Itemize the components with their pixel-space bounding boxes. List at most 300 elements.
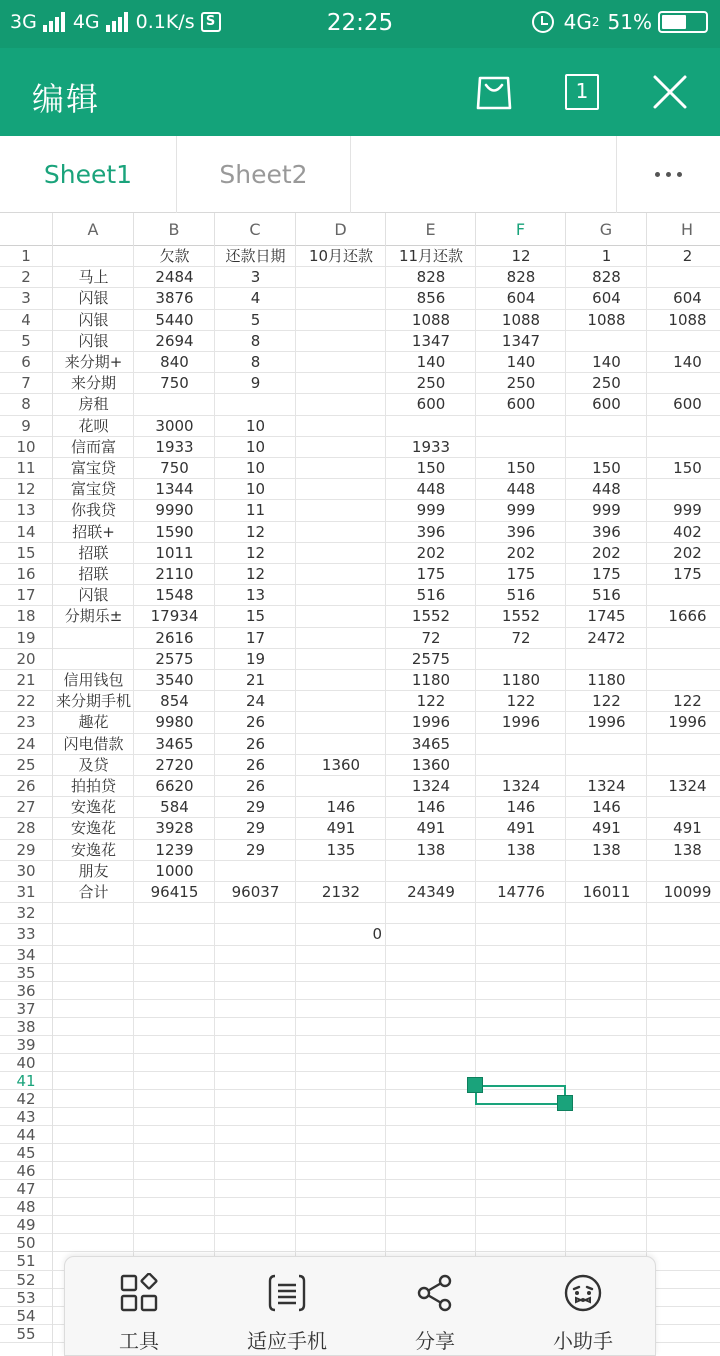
cell-b20[interactable]: 2575 — [155, 649, 194, 668]
cell-a24[interactable]: 闪电借款 — [63, 734, 124, 753]
spreadsheet-grid[interactable] — [0, 213, 720, 1356]
column-header-a[interactable]: A — [53, 213, 134, 246]
cell-c24[interactable]: 26 — [245, 734, 266, 753]
cell-e7[interactable]: 250 — [416, 374, 446, 393]
row-header-26[interactable]: 26 — [0, 776, 53, 797]
cell-c12[interactable]: 10 — [245, 480, 266, 499]
cell-f2[interactable]: 828 — [506, 268, 536, 287]
cell-c5[interactable]: 8 — [250, 331, 261, 350]
grid-hline — [0, 1197, 720, 1198]
page-count-icon[interactable] — [562, 72, 602, 112]
grid-hline — [0, 1107, 720, 1108]
grid-hline — [0, 1161, 720, 1162]
row-header-44[interactable]: 44 — [0, 1126, 53, 1144]
cell-e5[interactable]: 1347 — [411, 331, 451, 350]
column-header-d[interactable]: D — [296, 213, 386, 246]
tab-sheet1[interactable]: Sheet1 — [0, 136, 177, 213]
cell-f19[interactable]: 72 — [511, 628, 531, 647]
cell-a4[interactable]: 闪银 — [78, 310, 109, 329]
cell-a21[interactable]: 信用钱包 — [63, 671, 124, 689]
cell-a3[interactable]: 闪银 — [78, 289, 109, 308]
cell-a12[interactable]: 富宝贷 — [70, 480, 116, 499]
row-header-49[interactable]: 49 — [0, 1216, 53, 1234]
row-header-51[interactable]: 51 — [0, 1252, 53, 1270]
cell-d33[interactable]: 0 — [372, 925, 382, 944]
cell-f4[interactable]: 1088 — [501, 310, 541, 329]
cell-e28[interactable]: 491 — [416, 819, 446, 838]
cell-a18[interactable]: 分期乐± — [64, 607, 123, 626]
grid-hline — [0, 963, 720, 964]
cell-c18[interactable]: 15 — [245, 607, 266, 626]
cell-a30[interactable]: 朋友 — [78, 861, 109, 880]
row-header-11[interactable]: 11 — [0, 458, 53, 479]
row-header-9[interactable]: 9 — [0, 416, 53, 437]
cell-h18[interactable]: 1666 — [668, 607, 707, 626]
grid-hline — [0, 1053, 720, 1054]
corner-cell[interactable] — [0, 213, 53, 246]
cell-e19[interactable]: 72 — [421, 628, 441, 647]
cell-e15[interactable]: 202 — [416, 543, 446, 562]
cell-f14[interactable]: 396 — [506, 522, 536, 541]
row-header-21[interactable]: 21 — [0, 670, 53, 691]
cell-e24[interactable]: 3465 — [411, 734, 451, 753]
cell-b2[interactable]: 2484 — [155, 268, 194, 287]
cell-g31[interactable]: 16011 — [582, 883, 631, 901]
row-header-30[interactable]: 30 — [0, 861, 53, 882]
cell-f15[interactable]: 202 — [506, 543, 536, 562]
cell-g13[interactable]: 999 — [592, 501, 621, 520]
cell-g29[interactable]: 138 — [592, 840, 621, 859]
cell-f18[interactable]: 1552 — [501, 607, 541, 626]
cell-g1[interactable]: 1 — [601, 247, 612, 265]
cell-c21[interactable]: 21 — [245, 671, 266, 689]
cell-d29[interactable]: 135 — [326, 840, 356, 859]
fit-phone-label: 适应手机 — [247, 1329, 327, 1353]
cell-b21[interactable]: 3540 — [155, 671, 194, 689]
row-header-2[interactable]: 2 — [0, 267, 53, 288]
row-header-24[interactable]: 24 — [0, 734, 53, 755]
cell-a13[interactable]: 你我贷 — [70, 501, 116, 520]
cell-c27[interactable]: 29 — [245, 798, 266, 817]
cell-g27[interactable]: 146 — [592, 798, 621, 817]
assistant-label: 小助手 — [553, 1329, 613, 1353]
cell-h26[interactable]: 1324 — [668, 777, 707, 795]
cell-d28[interactable]: 491 — [326, 819, 356, 838]
row-header-52[interactable]: 52 — [0, 1271, 53, 1289]
cell-f5[interactable]: 1347 — [501, 331, 541, 350]
row-header-31[interactable]: 31 — [0, 882, 53, 903]
row-header-50[interactable]: 50 — [0, 1234, 53, 1252]
cell-e8[interactable]: 600 — [416, 395, 446, 414]
cell-a22[interactable]: 来分期手机 — [55, 692, 131, 711]
grid-hline — [0, 1143, 720, 1144]
row-header-43[interactable]: 43 — [0, 1108, 53, 1126]
grid-hline — [0, 1071, 720, 1072]
cell-b15[interactable]: 1011 — [155, 543, 194, 562]
cell-f22[interactable]: 122 — [506, 692, 536, 711]
cell-f21[interactable]: 1180 — [501, 671, 541, 689]
row-header-22[interactable]: 22 — [0, 691, 53, 712]
cell-c1[interactable]: 还款日期 — [225, 247, 286, 265]
row-header-5[interactable]: 5 — [0, 331, 53, 352]
cell-e4[interactable]: 1088 — [411, 310, 451, 329]
cell-c13[interactable]: 11 — [245, 501, 266, 520]
cell-a23[interactable]: 趣花 — [78, 713, 109, 732]
tools-label: 工具 — [119, 1329, 159, 1353]
row-header-54[interactable]: 54 — [0, 1307, 53, 1325]
cell-b6[interactable]: 840 — [160, 353, 189, 371]
cell-f11[interactable]: 150 — [506, 459, 536, 477]
cell-selection[interactable] — [475, 1085, 566, 1105]
cell-f29[interactable]: 138 — [506, 840, 536, 859]
network-label-1: 3G — [10, 11, 37, 33]
cell-b24[interactable]: 3465 — [155, 734, 194, 753]
share-button[interactable] — [361, 1257, 509, 1356]
selection-handle-end[interactable] — [557, 1095, 573, 1111]
cell-a15[interactable]: 招联 — [78, 543, 109, 562]
cell-b16[interactable]: 2110 — [155, 565, 194, 583]
cell-a31[interactable]: 合计 — [78, 883, 109, 901]
row-header-12[interactable]: 12 — [0, 479, 53, 500]
cell-c29[interactable]: 29 — [245, 840, 266, 859]
cell-f27[interactable]: 146 — [506, 798, 536, 817]
cell-b17[interactable]: 1548 — [155, 586, 194, 605]
cell-c17[interactable]: 13 — [245, 586, 266, 605]
battery-percent: 51% — [607, 10, 652, 34]
cell-b31[interactable]: 96415 — [150, 883, 199, 901]
cell-g2[interactable]: 828 — [592, 268, 621, 287]
row-header-18[interactable]: 18 — [0, 606, 53, 627]
row-header-48[interactable]: 48 — [0, 1198, 53, 1216]
status-bar — [0, 0, 720, 48]
cell-a8[interactable]: 房租 — [78, 395, 109, 414]
cell-d25[interactable]: 1360 — [321, 755, 361, 774]
grid-hline — [0, 1251, 720, 1252]
cell-e6[interactable]: 140 — [416, 353, 446, 371]
row-header-1[interactable]: 1 — [0, 246, 53, 267]
cell-f31[interactable]: 14776 — [497, 883, 545, 901]
row-header-3[interactable]: 3 — [0, 288, 53, 309]
row-header-4[interactable]: 4 — [0, 310, 53, 331]
row-header-10[interactable]: 10 — [0, 437, 53, 458]
cell-d27[interactable]: 146 — [326, 798, 356, 817]
cell-e10[interactable]: 1933 — [411, 437, 451, 456]
cell-g15[interactable]: 202 — [592, 543, 621, 562]
cell-c6[interactable]: 8 — [250, 353, 261, 371]
row-header-37[interactable]: 37 — [0, 1000, 53, 1018]
cell-f16[interactable]: 175 — [506, 565, 536, 583]
row-header-55[interactable]: 55 — [0, 1325, 53, 1343]
cell-b3[interactable]: 3876 — [155, 289, 194, 308]
more-tabs-button[interactable] — [616, 136, 720, 213]
cell-g14[interactable]: 396 — [592, 522, 621, 541]
cell-g3[interactable]: 604 — [592, 289, 621, 308]
cell-e2[interactable]: 828 — [416, 268, 446, 287]
cell-b13[interactable]: 9990 — [155, 501, 194, 520]
cell-g16[interactable]: 175 — [592, 565, 621, 583]
cell-d31[interactable]: 2132 — [321, 883, 361, 901]
grid-hline — [0, 1035, 720, 1036]
cell-h11[interactable]: 150 — [673, 459, 702, 477]
row-header-17[interactable]: 17 — [0, 585, 53, 606]
cell-g17[interactable]: 516 — [592, 586, 621, 605]
column-header-g[interactable]: G — [566, 213, 647, 246]
cell-c26[interactable]: 26 — [245, 777, 266, 795]
cell-f12[interactable]: 448 — [506, 480, 536, 499]
cell-c2[interactable]: 3 — [250, 268, 261, 287]
column-header-f[interactable]: F — [476, 213, 566, 246]
row-header-14[interactable]: 14 — [0, 522, 53, 543]
network-speed: 0.1K/s — [135, 11, 195, 33]
cell-a9[interactable]: 花呗 — [78, 416, 109, 435]
cell-f3[interactable]: 604 — [506, 289, 536, 308]
cell-b11[interactable]: 750 — [160, 459, 189, 477]
cell-b9[interactable]: 3000 — [155, 416, 194, 435]
row-header-19[interactable]: 19 — [0, 628, 53, 649]
cell-c23[interactable]: 26 — [245, 713, 266, 732]
share-icon — [415, 1273, 455, 1313]
more-icon — [652, 172, 685, 177]
cell-a26[interactable]: 拍拍贷 — [70, 777, 116, 795]
cell-c22[interactable]: 24 — [245, 692, 266, 711]
grid-hline — [0, 1089, 720, 1090]
cell-f1[interactable]: 12 — [511, 247, 531, 265]
cell-h28[interactable]: 491 — [673, 819, 702, 838]
cell-b5[interactable]: 2694 — [155, 331, 194, 350]
cell-e31[interactable]: 24349 — [407, 883, 455, 901]
cell-f6[interactable]: 140 — [506, 353, 536, 371]
cell-d1[interactable]: 10月还款 — [308, 247, 374, 265]
network-label-2: 4G — [72, 11, 100, 33]
row-header-53[interactable]: 53 — [0, 1289, 53, 1307]
cell-g6[interactable]: 140 — [592, 353, 621, 371]
cell-e11[interactable]: 150 — [416, 459, 446, 477]
cell-b7[interactable]: 750 — [160, 374, 189, 393]
fit-phone-button[interactable] — [213, 1257, 361, 1356]
cell-b19[interactable]: 2616 — [155, 628, 194, 647]
cell-h22[interactable]: 122 — [673, 692, 702, 711]
cell-h6[interactable]: 140 — [673, 353, 702, 371]
column-header-e[interactable]: E — [386, 213, 476, 246]
cell-a5[interactable]: 闪银 — [78, 331, 109, 350]
cell-g21[interactable]: 1180 — [587, 671, 626, 689]
cell-e20[interactable]: 2575 — [411, 649, 451, 668]
row-header-28[interactable]: 28 — [0, 818, 53, 839]
cell-f8[interactable]: 600 — [506, 395, 536, 414]
row-header-32[interactable]: 32 — [0, 903, 53, 924]
cell-e21[interactable]: 1180 — [411, 671, 451, 689]
cell-g19[interactable]: 2472 — [587, 628, 626, 647]
cell-g12[interactable]: 448 — [592, 480, 621, 499]
cell-g23[interactable]: 1996 — [587, 713, 626, 732]
network-label-3-sub: 2 — [591, 15, 600, 29]
tab-sheet2[interactable]: Sheet2 — [177, 136, 351, 213]
cell-a6[interactable]: 来分期+ — [64, 353, 123, 371]
selection-handle-start[interactable] — [467, 1077, 483, 1093]
cell-a17[interactable]: 闪银 — [78, 586, 109, 605]
cell-a2[interactable]: 马上 — [78, 268, 109, 287]
cell-h16[interactable]: 175 — [673, 565, 702, 583]
row-header-36[interactable]: 36 — [0, 982, 53, 1000]
cell-c10[interactable]: 10 — [245, 437, 266, 456]
cell-g26[interactable]: 1324 — [587, 777, 626, 795]
assistant-button[interactable] — [509, 1257, 657, 1356]
grid-hline — [0, 1017, 720, 1018]
cell-c31[interactable]: 96037 — [231, 883, 280, 901]
cell-e13[interactable]: 999 — [416, 501, 446, 520]
cell-f7[interactable]: 250 — [506, 374, 536, 393]
row-header-46[interactable]: 46 — [0, 1162, 53, 1180]
cell-c28[interactable]: 29 — [245, 819, 266, 838]
row-header-13[interactable]: 13 — [0, 500, 53, 521]
cell-b30[interactable]: 1000 — [155, 861, 194, 880]
row-header-38[interactable]: 38 — [0, 1018, 53, 1036]
cell-h8[interactable]: 600 — [673, 395, 702, 414]
cell-e16[interactable]: 175 — [416, 565, 446, 583]
cell-a14[interactable]: 招联+ — [72, 522, 115, 541]
cell-e27[interactable]: 146 — [416, 798, 446, 817]
cell-e25[interactable]: 1360 — [411, 755, 451, 774]
cell-b28[interactable]: 3928 — [155, 819, 194, 838]
cell-g22[interactable]: 122 — [592, 692, 621, 711]
cell-h31[interactable]: 10099 — [663, 883, 712, 901]
cell-c7[interactable]: 9 — [250, 374, 261, 393]
cell-e22[interactable]: 122 — [416, 692, 446, 711]
cell-e14[interactable]: 396 — [416, 522, 446, 541]
cell-c9[interactable]: 10 — [245, 416, 266, 435]
cell-e12[interactable]: 448 — [416, 480, 446, 499]
cell-f23[interactable]: 1996 — [501, 713, 541, 732]
cell-g11[interactable]: 150 — [592, 459, 621, 477]
cell-e23[interactable]: 1996 — [411, 713, 451, 732]
row-header-41[interactable]: 41 — [0, 1072, 53, 1090]
app-bar — [0, 48, 720, 136]
cell-a16[interactable]: 招联 — [78, 565, 109, 583]
fit-phone-icon — [267, 1273, 307, 1313]
cell-b27[interactable]: 584 — [160, 798, 189, 817]
cell-h1[interactable]: 2 — [682, 247, 693, 265]
cell-c15[interactable]: 12 — [245, 543, 266, 562]
column-header-h[interactable]: H — [647, 213, 720, 246]
page-title: 编辑 — [32, 80, 101, 118]
column-header-c[interactable]: C — [215, 213, 296, 246]
bag-icon[interactable] — [474, 72, 514, 112]
cell-h23[interactable]: 1996 — [668, 713, 707, 732]
cell-b22[interactable]: 854 — [160, 692, 189, 711]
row-header-40[interactable]: 40 — [0, 1054, 53, 1072]
share-label: 分享 — [415, 1329, 455, 1353]
tools-button[interactable] — [65, 1257, 213, 1356]
cell-b14[interactable]: 1590 — [155, 522, 194, 541]
cell-e29[interactable]: 138 — [416, 840, 446, 859]
row-header-8[interactable]: 8 — [0, 394, 53, 415]
row-header-33[interactable]: 33 — [0, 924, 53, 945]
cell-b23[interactable]: 9980 — [155, 713, 194, 732]
cell-b18[interactable]: 17934 — [150, 607, 199, 626]
row-header-47[interactable]: 47 — [0, 1180, 53, 1198]
cell-c19[interactable]: 17 — [245, 628, 266, 647]
column-header-b[interactable]: B — [134, 213, 215, 246]
cell-c4[interactable]: 5 — [250, 310, 261, 329]
row-header-29[interactable]: 29 — [0, 840, 53, 861]
cell-b1[interactable]: 欠款 — [159, 247, 190, 265]
cell-g8[interactable]: 600 — [592, 395, 621, 414]
cell-g18[interactable]: 1745 — [587, 607, 626, 626]
clock: 22:25 — [326, 10, 394, 36]
cell-b10[interactable]: 1933 — [155, 437, 194, 456]
cell-b26[interactable]: 6620 — [155, 777, 194, 795]
cell-h15[interactable]: 202 — [673, 543, 702, 562]
row-header-15[interactable]: 15 — [0, 543, 53, 564]
cell-c16[interactable]: 12 — [245, 565, 266, 583]
cell-h29[interactable]: 138 — [673, 840, 702, 859]
cell-b12[interactable]: 1344 — [155, 480, 194, 499]
cell-f13[interactable]: 999 — [506, 501, 536, 520]
cell-e18[interactable]: 1552 — [411, 607, 451, 626]
row-header-42[interactable]: 42 — [0, 1090, 53, 1108]
cell-e17[interactable]: 516 — [416, 586, 446, 605]
cell-c25[interactable]: 26 — [245, 755, 266, 774]
row-header-39[interactable]: 39 — [0, 1036, 53, 1054]
row-header-20[interactable]: 20 — [0, 649, 53, 670]
row-header-25[interactable]: 25 — [0, 755, 53, 776]
cell-f28[interactable]: 491 — [506, 819, 536, 838]
row-header-7[interactable]: 7 — [0, 373, 53, 394]
cell-b29[interactable]: 1239 — [155, 840, 194, 859]
row-header-6[interactable]: 6 — [0, 352, 53, 373]
grid-hline — [0, 1125, 720, 1126]
cell-a27[interactable]: 安逸花 — [70, 798, 116, 817]
row-header-34[interactable]: 34 — [0, 946, 53, 964]
cell-c14[interactable]: 12 — [245, 522, 266, 541]
row-header-16[interactable]: 16 — [0, 564, 53, 585]
cell-e1[interactable]: 11月还款 — [398, 247, 464, 265]
cell-g4[interactable]: 1088 — [587, 310, 626, 329]
network-label-3: 4G — [563, 10, 592, 34]
cell-c20[interactable]: 19 — [245, 649, 266, 668]
cell-h13[interactable]: 999 — [673, 501, 702, 520]
cell-a28[interactable]: 安逸花 — [70, 819, 116, 838]
cell-h4[interactable]: 1088 — [668, 310, 707, 329]
page-count: 1 — [565, 74, 599, 110]
row-header-27[interactable]: 27 — [0, 797, 53, 818]
cell-c3[interactable]: 4 — [250, 289, 261, 308]
cell-h14[interactable]: 402 — [673, 522, 702, 541]
cell-e3[interactable]: 856 — [416, 289, 446, 308]
alarm-icon — [532, 11, 554, 33]
row-header-45[interactable]: 45 — [0, 1144, 53, 1162]
cell-g28[interactable]: 491 — [592, 819, 621, 838]
row-header-35[interactable]: 35 — [0, 964, 53, 982]
cell-a25[interactable]: 及贷 — [78, 755, 109, 774]
cell-e26[interactable]: 1324 — [411, 777, 451, 795]
cell-f17[interactable]: 516 — [506, 586, 536, 605]
grid-hline — [0, 1179, 720, 1180]
row-header-23[interactable]: 23 — [0, 712, 53, 733]
cell-a7[interactable]: 来分期 — [70, 374, 116, 393]
cell-f26[interactable]: 1324 — [501, 777, 541, 795]
cell-a29[interactable]: 安逸花 — [70, 840, 116, 859]
cell-b25[interactable]: 2720 — [155, 755, 194, 774]
cell-h3[interactable]: 604 — [673, 289, 702, 308]
cell-c11[interactable]: 10 — [245, 459, 266, 477]
close-icon[interactable] — [650, 72, 690, 112]
grid-hline — [0, 1233, 720, 1234]
cell-b4[interactable]: 5440 — [155, 310, 194, 329]
cell-g7[interactable]: 250 — [592, 374, 621, 393]
cell-a11[interactable]: 富宝贷 — [70, 459, 116, 477]
cell-a10[interactable]: 信而富 — [70, 437, 116, 456]
